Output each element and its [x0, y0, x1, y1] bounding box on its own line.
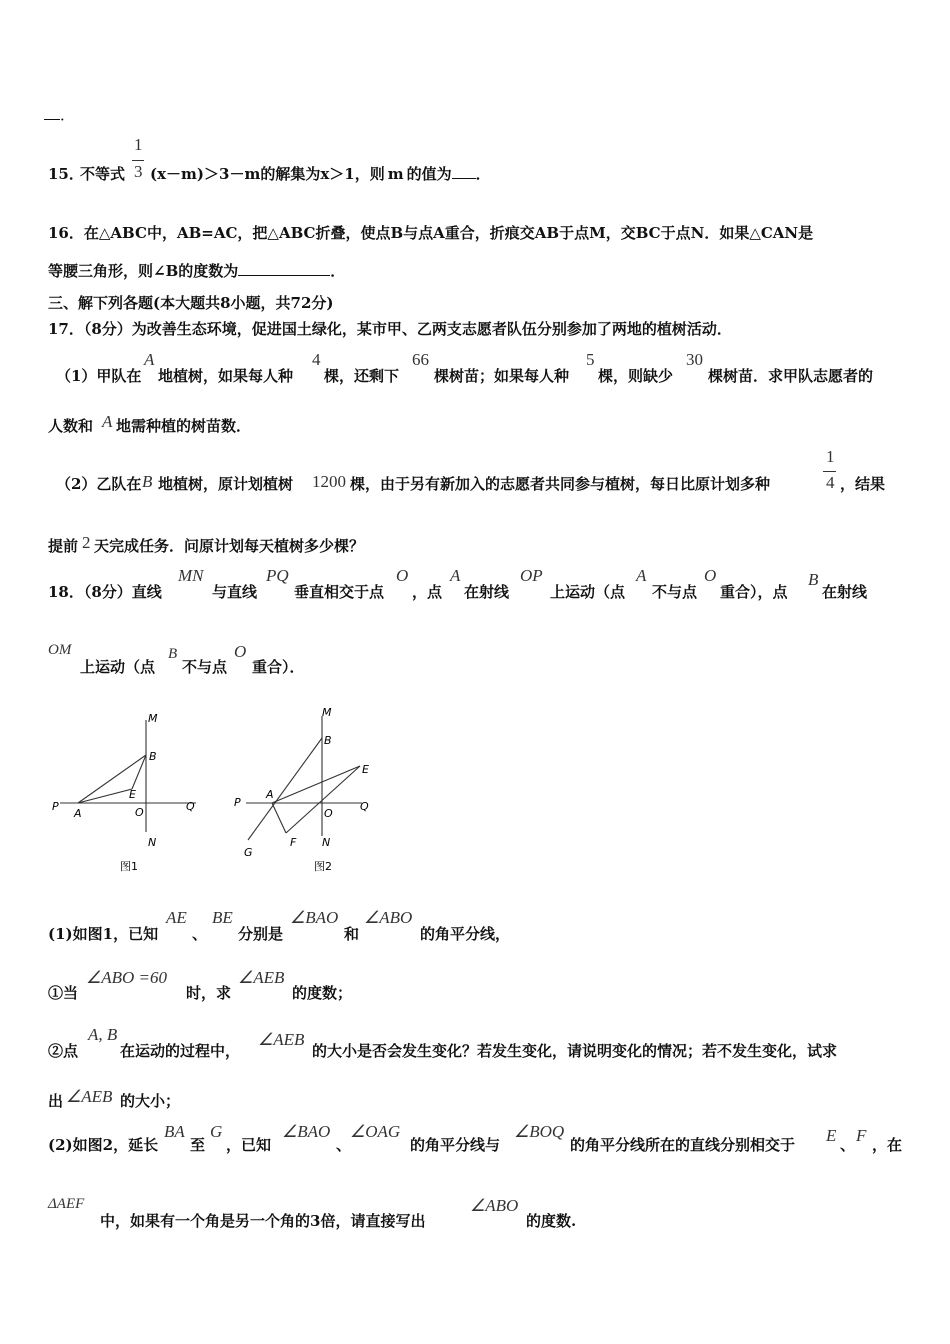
q18-s2-a: (2)如图2，延长: [48, 1136, 159, 1154]
q18-MN: MN: [178, 566, 204, 585]
q18-s1-BAO: ∠BAO: [290, 908, 339, 927]
q18-s2-f: 的角平分线所在的直线分别相交于: [570, 1136, 796, 1154]
fig2-label-N: N: [322, 836, 331, 849]
q18-s2-h: ，在: [872, 1136, 903, 1154]
q18-c1-c: 的度数；: [292, 984, 353, 1002]
fig1-label-N: N: [148, 836, 157, 849]
q15-frac-num: 1: [134, 135, 143, 154]
q15-end: ．: [475, 165, 491, 183]
fig1-label-P: P: [52, 800, 59, 813]
fig1-label-A: A: [74, 807, 82, 820]
q18-s2-line2-ABO: ∠ABO: [470, 1196, 519, 1215]
q17-p2-a: （2）乙队在: [56, 475, 142, 493]
fig1-label-Q: Q: [186, 800, 195, 813]
fig1-label-O: O: [135, 806, 144, 819]
q18-A1: A: [450, 566, 461, 585]
q18-s1-d: 和: [344, 925, 360, 943]
q17-p1-a: （1）甲队在: [56, 367, 142, 385]
top-fragment: ．: [44, 104, 75, 125]
q18-s2-line2-AEF: ΔAEF: [48, 1196, 85, 1212]
fig1-label-E: E: [129, 788, 136, 801]
q18-c2-a: ②点: [48, 1042, 79, 1060]
q17-p2-frac-bar: [823, 471, 836, 472]
fig2-label-O: O: [324, 807, 333, 820]
q18-e: 在射线: [464, 583, 510, 601]
q18-s2-line2-b: 的度数.: [526, 1212, 577, 1230]
q18-s2-G: G: [210, 1122, 223, 1141]
q17-p2-d: ，结果: [840, 475, 886, 493]
q16-blank: [238, 261, 330, 276]
q18-PQ: PQ: [266, 566, 289, 585]
fig2-label-B: B: [324, 734, 332, 747]
q18-c2-AB: A, B: [88, 1025, 118, 1044]
section-3-heading: 三、解下列各题(本大题共8小题，共72分): [48, 294, 334, 312]
q18-s1-BE: BE: [212, 908, 233, 927]
fig2-label-G: G: [244, 846, 253, 859]
q15-frac-bar: [132, 160, 144, 161]
q15-mid: 的解集为: [260, 165, 321, 183]
q18-s2-BOQ: ∠BOQ: [514, 1122, 565, 1141]
fig2-caption: 图2: [314, 860, 332, 873]
q18-c1-a: ①当: [48, 984, 79, 1002]
q18-s2-c: ，已知: [226, 1136, 272, 1154]
q18-s2-line2-a: 中，如果有一个角是另一个角的3倍，请直接写出: [100, 1212, 426, 1230]
q18-d: ，点: [412, 583, 443, 601]
q18-OP: OP: [520, 566, 543, 585]
q17-p2-frac-num: 1: [826, 447, 835, 466]
fig2-label-E: E: [362, 763, 369, 776]
q17-p2-line2-2: 2: [82, 533, 91, 552]
q15-number: 15．: [48, 165, 84, 183]
q18-s1-c: 分别是: [238, 925, 284, 943]
q16-line2: 等腰三角形，则∠B的度数为: [48, 262, 239, 280]
q17-p2-frac-den: 4: [826, 473, 835, 492]
q15-cond: x＞1: [320, 165, 355, 183]
q18-s2-OAG: ∠OAG: [350, 1122, 401, 1141]
fig2-label-A: A: [266, 788, 274, 801]
q18-s2-d: 、: [336, 1136, 352, 1154]
figure-1: [40, 700, 220, 880]
q18-B1: B: [808, 570, 819, 589]
fig2-label-F: F: [290, 836, 297, 849]
q17-p2-line2-a: 提前: [48, 537, 79, 555]
q16-end: ．: [330, 262, 346, 280]
q17-p2-B: B: [142, 472, 153, 491]
q17-p2-1200: 1200: [312, 472, 346, 491]
fig2-line-BG: [248, 738, 322, 840]
q18-h: 重合），点: [720, 583, 788, 601]
q18-s1-ABO: ∠ABO: [364, 908, 413, 927]
q17-p1-c: 棵，还剩下: [324, 367, 400, 385]
q18-c2-b: 在运动的过程中，: [120, 1042, 241, 1060]
figure-2: [226, 700, 386, 880]
q18-A2: A: [636, 566, 647, 585]
q18-s2-b: 至: [190, 1136, 206, 1154]
q17-p2-line2-b: 天完成任务．问原计划每天植树多少棵？: [94, 537, 365, 555]
q18-s1-a: (1)如图1，已知: [48, 925, 159, 943]
q18-c: 垂直相交于点: [294, 583, 385, 601]
q17-p1-4: 4: [312, 350, 321, 369]
q17-p1-line2-b: 地需种植的树苗数．: [116, 417, 252, 435]
q17-p1-5: 5: [586, 350, 595, 369]
q17-p1-line2-A: A: [102, 412, 113, 431]
q17-p2-c: 棵，由于另有新加入的志愿者共同参与植树，每日比原计划多种: [350, 475, 771, 493]
q17-p1-b: 地植树，如果每人种: [158, 367, 294, 385]
q17-p1-30: 30: [686, 350, 703, 369]
fig2-segment-AF: [272, 803, 286, 833]
q18-s2-g: 、: [840, 1136, 856, 1154]
q15-text-pre: 不等式: [80, 165, 126, 183]
q18-s2-E: E: [826, 1126, 837, 1145]
fig2-label-M: M: [322, 706, 332, 719]
q18-s1-b: 、: [192, 925, 208, 943]
q18-j: 上运动（点: [80, 658, 156, 676]
q18-B2: B: [168, 646, 178, 662]
q17-p1-A: A: [144, 350, 155, 369]
q18-c2-line2-a: 出: [48, 1092, 64, 1110]
q18-i: 在射线: [822, 583, 868, 601]
q18-s1-e: 的角平分线，: [420, 925, 511, 943]
q18-c1-eq: ∠ABO =60: [86, 968, 168, 987]
q15-post: ，则: [354, 165, 385, 183]
fig2-label-Q: Q: [360, 800, 369, 813]
q18-s2-BA: BA: [164, 1122, 185, 1141]
q17-p2-b: 地植树，原计划植树: [158, 475, 294, 493]
q18-O3: O: [234, 642, 247, 661]
q18-c2-line2-AEB: ∠AEB: [66, 1087, 113, 1106]
q15-blank: [452, 164, 476, 179]
q18-O2: O: [704, 566, 717, 585]
fig2-line-AE: [272, 766, 360, 803]
q15-frac-den: 3: [134, 162, 143, 181]
q18-b: 与直线: [212, 583, 258, 601]
q15-tail: 的值为: [406, 165, 452, 183]
q18-a: 18．（8分）直线: [48, 583, 162, 601]
q18-f: 上运动（点: [550, 583, 626, 601]
q18-OM: OM: [48, 642, 72, 658]
fig2-label-P: P: [234, 796, 241, 809]
q17-p1-f: 棵树苗．求甲队志愿者的: [708, 367, 874, 385]
q18-c1-AEB: ∠AEB: [238, 968, 285, 987]
q18-g: 不与点: [652, 583, 698, 601]
fig1-segment-AE: [78, 789, 132, 803]
q18-s2-e: 的角平分线与: [410, 1136, 501, 1154]
fig1-caption: 图1: [120, 860, 138, 873]
q17-p1-66: 66: [412, 350, 429, 369]
fig2-line-FE: [286, 766, 360, 833]
q18-c2-line2-b: 的大小；: [120, 1092, 181, 1110]
q18-c1-b: 时，求: [186, 984, 232, 1002]
q17-p1-d: 棵树苗；如果每人种: [434, 367, 570, 385]
q17-p1-line2-a: 人数和: [48, 417, 94, 435]
q18-c2-c: 的大小是否会发生变化？若发生变化，请说明变化的情况；若不发生变化，试求: [312, 1042, 838, 1060]
q18-s2-F: F: [856, 1126, 867, 1145]
q17-p1-e: 棵，则缺少: [598, 367, 674, 385]
q17-intro: 17．（8分）为改善生态环境，促进国土绿化，某市甲、乙两支志愿者队伍分别参加了两地的植树活动．: [48, 320, 732, 338]
fig1-label-B: B: [149, 750, 157, 763]
fig1-label-M: M: [148, 712, 158, 725]
q15-expr: (x－m)＞3－m: [150, 165, 261, 183]
q18-c2-AEB: ∠AEB: [258, 1030, 305, 1049]
q16-line1: 16．在△ABC中，AB=AC，把△ABC折叠，使点B与点A重合，折痕交AB于点M，交BC于点N．如果△CAN是: [48, 224, 814, 242]
q18-l: 重合）．: [252, 658, 305, 676]
q18-k: 不与点: [182, 658, 228, 676]
q18-s1-AE: AE: [166, 908, 187, 927]
q18-s2-BAO: ∠BAO: [282, 1122, 331, 1141]
q18-O1: O: [396, 566, 409, 585]
q15-var: m: [387, 165, 404, 183]
